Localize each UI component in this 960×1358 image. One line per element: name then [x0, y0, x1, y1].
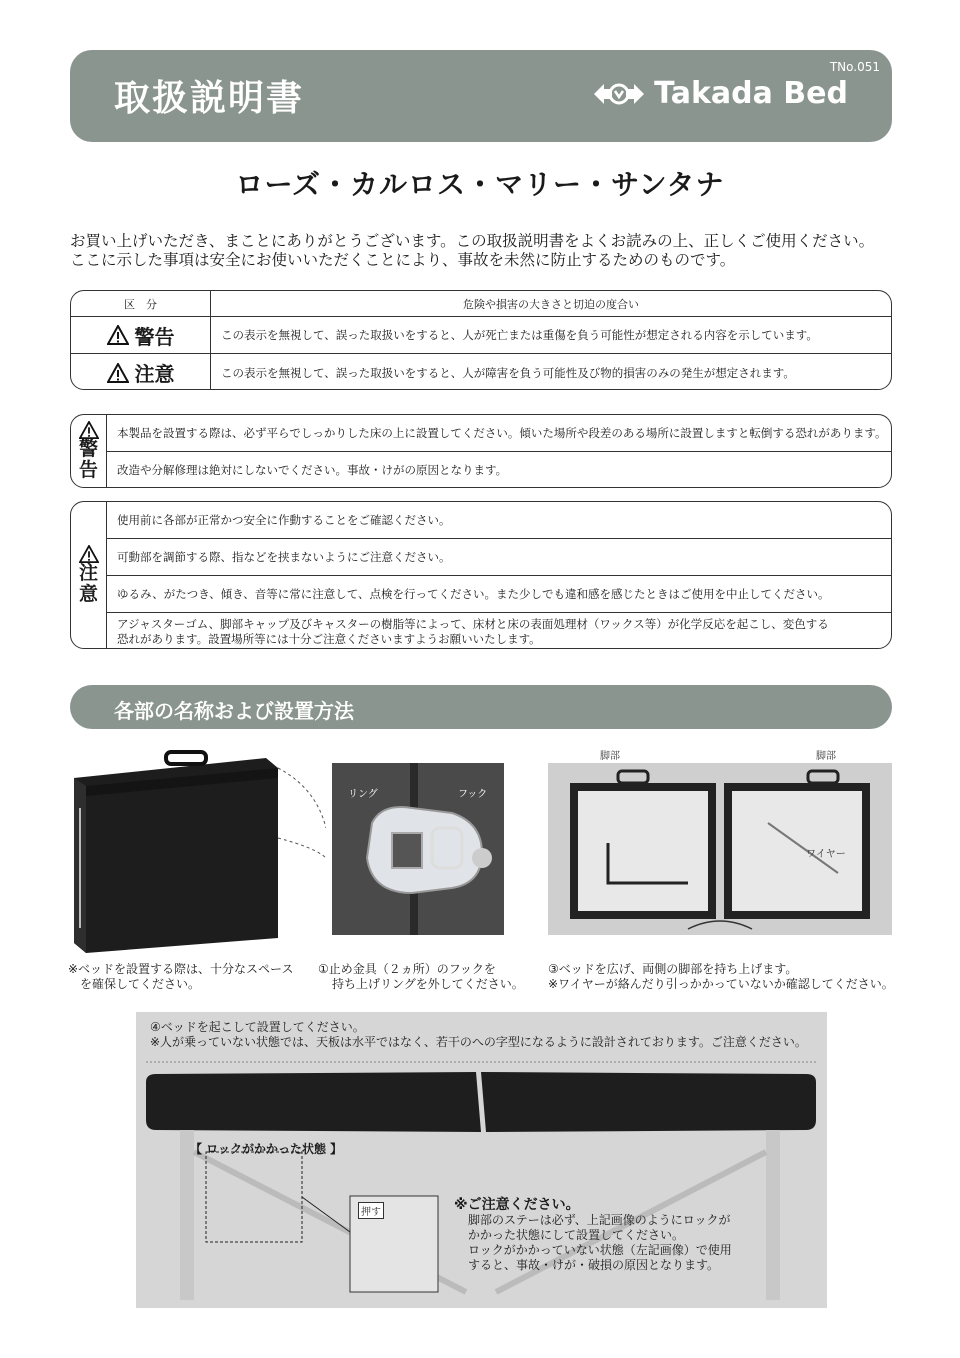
caption-step-1: ①止め金具（２ヵ所）のフックを 持ち上げリングを外してください。	[318, 962, 524, 991]
legend-warning-text: この表示を無視して、誤った取扱いをすると、人が死亡または重傷を負う可能性が想定される内容を示しています。	[221, 328, 818, 342]
hook-label: フック	[458, 789, 488, 800]
leg-left-label: 脚部	[600, 751, 620, 762]
warning-triangle-icon	[107, 325, 129, 345]
caution-box	[70, 501, 892, 649]
lock-state-label: 【 ロックがかかった状態 】	[190, 1142, 343, 1156]
caption-space: ※ベッドを設置する際は、十分なスペース を確保してください。	[68, 962, 294, 991]
step-4-text: ④ベッドを起こして設置してください。 ※人が乗っていない状態では、天板は水平ではなく、若干のへの字型になるように設計されております。ご注意ください。	[150, 1020, 807, 1049]
set-up-bed-photo	[136, 1012, 827, 1308]
brand-logo	[590, 76, 848, 111]
caption-step-3: ③ベッドを広げ、両側の脚部を持ち上げます。 ※ワイヤーが絡んだり引っかかっていないか確認してください。	[548, 962, 894, 991]
ring-hook-photo	[332, 763, 504, 935]
legend-warning-label: 警告	[134, 324, 175, 349]
legend-caution-text: この表示を無視して、誤った取扱いをすると、人が障害を負う可能性及び物的損害のみの発生が想定されます。	[221, 365, 795, 380]
document-title: 取扱説明書	[114, 78, 305, 119]
warning-item: 改造や分解修理は絶対にしないでください。事故・けがの原因となります。	[117, 463, 508, 477]
opened-bed-photo	[548, 751, 892, 935]
caution-item: アジャスターゴム、脚部キャップ及びキャスターの樹脂等によって、床材と床の表面処理材（ワックス等）が化学反応を起こし、変色する 恐れがあります。設置場所等には十分ご注意くださいますようお願いいたします。	[117, 616, 829, 646]
hazard-legend-table	[70, 290, 892, 390]
legend-row-caution	[71, 354, 891, 390]
warning-box	[70, 414, 892, 488]
legend-header-degree: 危険や損害の大きさと切迫の度合い	[463, 297, 639, 311]
section-header	[70, 685, 892, 729]
header-banner	[70, 50, 892, 142]
notice-box: ※ご注意ください。 脚部のステーは必ず、上記画像のようにロックが かかった状態にして設置してください。 ロックがかかっていない状態（左記画像）で使用 すると、事故・けが・破損の原因となります。	[454, 1197, 732, 1272]
caution-triangle-icon	[107, 363, 129, 383]
section-title: 各部の名称および設置方法	[114, 699, 354, 723]
folded-bed-photo	[66, 748, 326, 958]
legend-header-category: 区 分	[71, 291, 211, 316]
caution-item: 使用前に各部が正常かつ安全に作動することをご確認ください。	[107, 502, 891, 539]
push-label: 押す	[358, 1202, 384, 1219]
caution-item: 可動部を調節する際、指などを挟まないようにご注意ください。	[107, 539, 891, 576]
intro-text	[70, 232, 900, 270]
intro-line-1: お買い上げいただき、まことにありがとうございます。この取扱説明書をよくお読みの上、正しくご使用ください。	[70, 232, 875, 250]
legend-row-warning	[71, 317, 891, 354]
leg-right-label: 脚部	[816, 751, 836, 762]
warning-item: 本製品を設置する際は、必ず平らでしっかりした床の上に設置してください。傾いた場所や段差のある場所に設置しますと転倒する恐れがあります。	[107, 415, 891, 452]
caution-side-label: 注 意	[71, 502, 107, 648]
caution-triangle-icon	[79, 545, 99, 563]
warning-triangle-icon	[79, 421, 99, 439]
notice-title: ※ご注意ください。	[454, 1197, 580, 1213]
warning-side-label: 警 告	[71, 415, 107, 487]
legend-header-row	[71, 291, 891, 317]
wire-label: ワイヤー	[806, 849, 846, 860]
ring-label: リング	[348, 789, 378, 800]
brand-name: Takada Bed	[654, 76, 848, 111]
product-title: ローズ・カルロス・マリー・サンタナ	[235, 168, 725, 201]
document-number: TNo.051	[829, 60, 880, 74]
legend-caution-label: 注意	[134, 362, 175, 386]
intro-line-2: ここに示した事項は安全にお使いいただくことにより、事故を未然に防止するためのものです。	[70, 251, 736, 269]
caution-item: ゆるみ、がたつき、傾き、音等に常に注意して、点検を行ってください。また少しでも違和感を感じたときはご使用を中止してください。	[107, 576, 891, 613]
takada-logo-icon	[590, 77, 648, 111]
